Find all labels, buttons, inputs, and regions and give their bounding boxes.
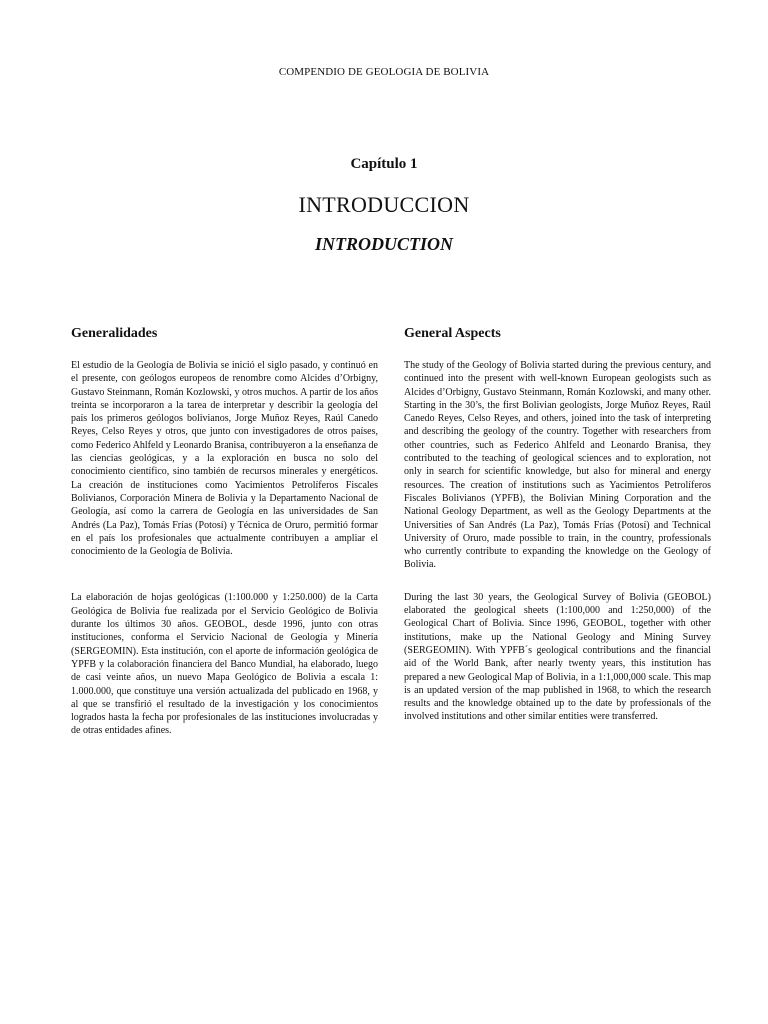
english-paragraph-1: The study of the Geology of Bolivia started during the previous century, and continued into the present with well-known European geologists such as Alcides d’Orbigny, Gustavo Steinmann, Román Kozlowski, and many other. Starting in the 30’s, the first Bolivian geologists, Jorge Muñoz Reyes, Raúl Canedo Reyes, Celso Reyes, and others, joined into the task of interpreting and describing the geology of the country. Together with researchers from other countries, such as Federico Ahlfeld and Leonardo Branisa, they contributed to the teaching of geological sciences and to exploration, not only in search for scientific knowledge, but also for mineral and energy resources. The creation of institutions such as Yacimientos Petrolíferos Fiscales Bolivianos (YPFB), the Bolivian Mining Corporation and the National Geology Department, as well as the Geology Departments at the Universities of San Andrés (La Paz), Tomás Frías (Potosí) and Technical University of Oruro, made possible to train, in the country, professionals who currently contribute to expanding the knowledge on the Geology of Bolivia. bbox=[404, 360, 711, 571]
section-heading-spanish: Generalidades bbox=[71, 326, 158, 341]
section-heading-english: General Aspects bbox=[404, 326, 501, 341]
chapter-title-spanish: INTRODUCCION bbox=[298, 192, 470, 217]
chapter-title-english: INTRODUCTION bbox=[314, 234, 453, 254]
spanish-column bbox=[71, 326, 378, 738]
spanish-paragraph-2: La elaboración de hojas geológicas (1:100.000 y 1:250.000) de la Carta Geológica de Bolivia fue realizada por el Servicio Geológico de Bolivia durante los últimos 30 años. GEOBOL, desde 1996, junto con otras instituciones, conforma el Servicio Nacional de Geología y Minería (SERGEOMIN). Esta institución, con el aporte de información geológica de YPFB y la colaboración financiera del Banco Mundial, ha elaborado, luego de casi veinte años, un nuevo Mapa Geológico de Bolivia a escala 1: 1.000.000, que constituye una versión actualizada del publicado en 1968, y al que se transfirió el resultado de la investigación y los conocimientos logrados hasta la fecha por profesionales de las instituciones involucradas y de otras entidades afines. bbox=[71, 592, 378, 737]
english-paragraph-2: During the last 30 years, the Geological Survey of Bolivia (GEOBOL) elaborated the geological sheets (1:100,000 and 1:250,000) of the Geological Chart of Bolivia. Since 1996, GEOBOL, together with other institutions, make up the National Geology and Mining Survey (SERGEOMIN). With YPFB´s geological contributions and the financial aid of the World Bank, after nearly twenty years, this institution has prepared a new Geological Map of Bolivia, in a 1:1,000,000 scale. This map is an updated version of the map published in 1968, to which the research results and the knowledge obtained up to the date by professionals of the involved institutions and other similar entities were transferred. bbox=[404, 591, 711, 723]
running-header: COMPENDIO DE GEOLOGIA DE BOLIVIA bbox=[278, 66, 490, 78]
chapter-label: Capítulo 1 bbox=[350, 156, 418, 172]
spanish-paragraph-1: El estudio de la Geología de Bolivia se inició el siglo pasado, y continuó en el presente, con geólogos europeos de renombre como Alcides d’Orbigny, Gustavo Steinmann, Román Kozlowski, y otros muchos. A partir de los años treinta se incorporaron a la tarea de interpretar y describir la geología del país los primeros geólogos bolivianos, Jorge Muñoz Reyes, Raúl Canedo Reyes, Celso Reyes y otros, que junto con investigadores de otros países, como Federico Ahlfeld y Leonardo Branisa, contribuyeron a la enseñanza de las ciencias geológicas, y a la exploración en busca no solo del conocimiento científico, sino también de recursos minerales y energéticos. La creación de instituciones como Yacimientos Petrolíferos Fiscales Bolivianos, Corporación Minera de Bolivia y la Departamento Nacional de Geología, así como la carrera de Geología en las universidades de San Andrés (La Paz), Tomás Frías (Potosí) y Técnica de Oruro, permitió formar en el país los profesionales que actualmente contribuyen a ampliar el conocimiento de la Geología de Bolivia. bbox=[71, 360, 378, 558]
english-column bbox=[404, 326, 711, 724]
